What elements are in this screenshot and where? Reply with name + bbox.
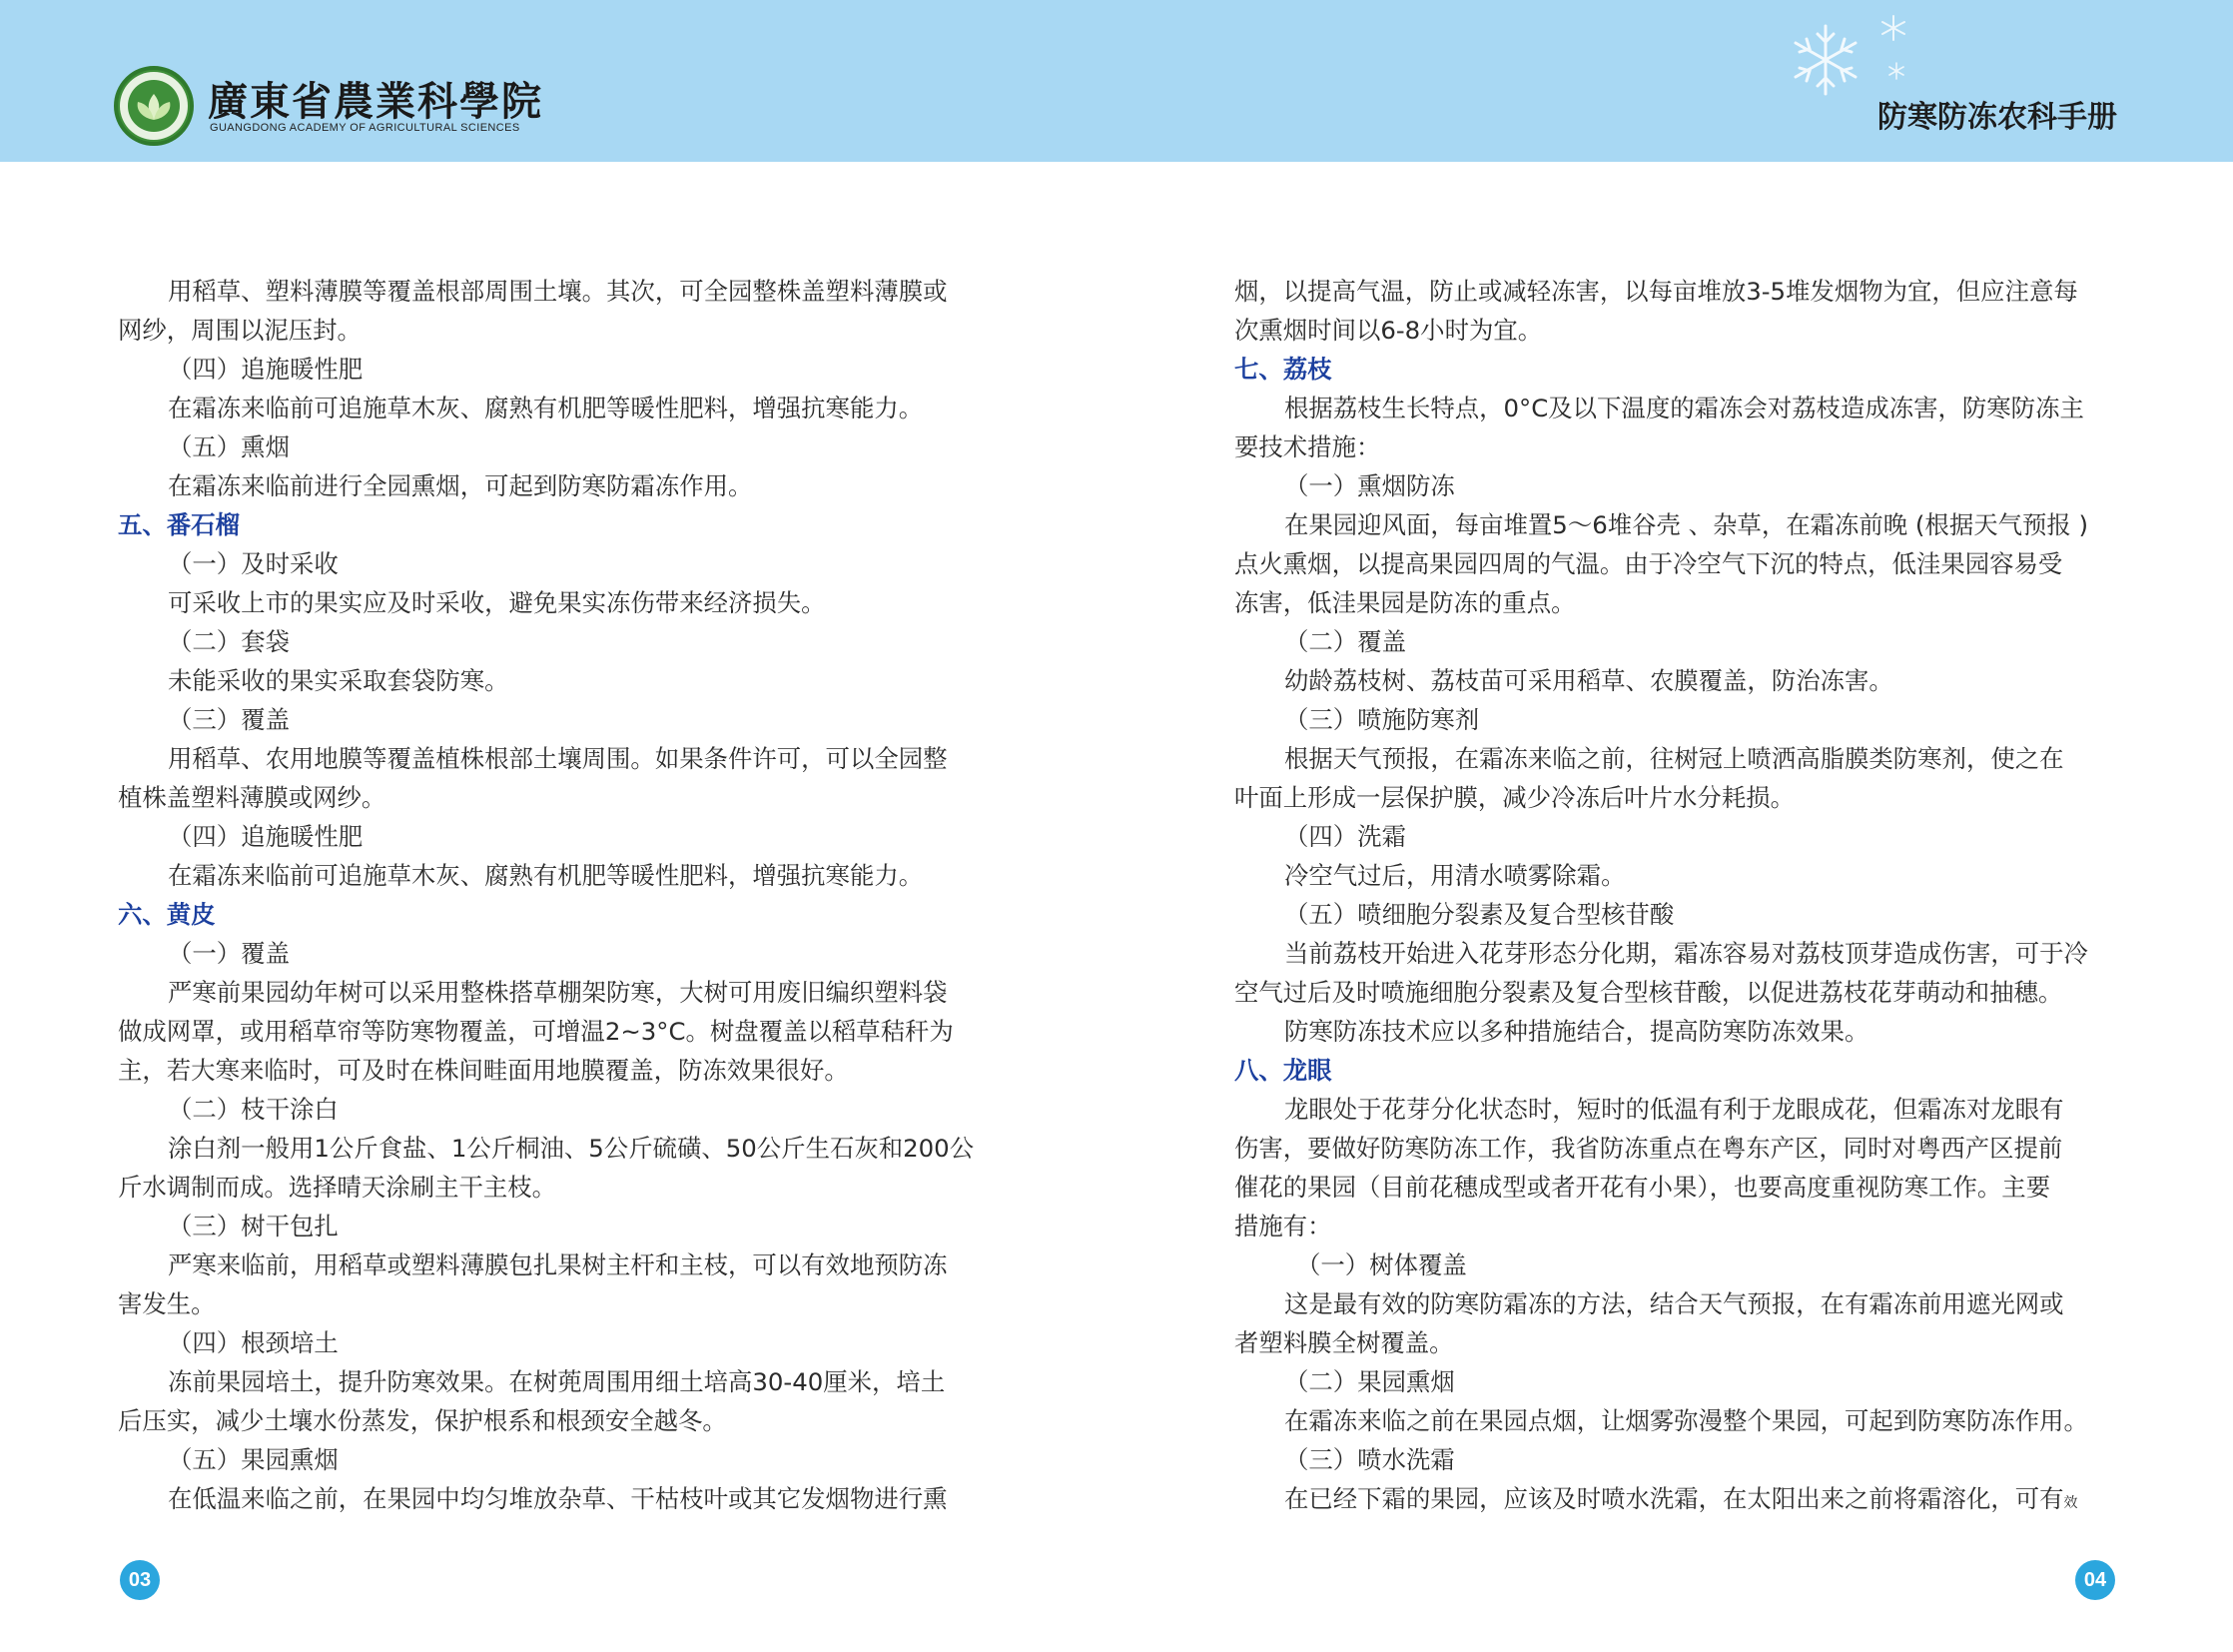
- body-line: 幼龄荔枝树、荔枝苗可采用稻草、农膜覆盖，防治冻害。: [1284, 666, 1893, 695]
- subheading: （五）果园熏烟: [168, 1445, 339, 1474]
- body-line: 当前荔枝开始进入花芽形态分化期，霜冻容易对荔枝顶芽造成伤害，可于冷: [1284, 939, 2088, 968]
- body-line: 严寒前果园幼年树可以采用整株搭草棚架防寒，大树可用废旧编织塑料袋: [168, 978, 948, 1007]
- body-line: 主，若大寒来临时，可及时在株间畦面用地膜覆盖，防冻效果很好。: [118, 1056, 849, 1085]
- body-line: 叶面上形成一层保护膜，减少冷冻后叶片水分耗损。: [1234, 783, 1795, 812]
- body-line: 害发生。: [118, 1289, 216, 1318]
- section-heading-longan: 八、龙眼: [1234, 1056, 1332, 1085]
- subheading: （三）树干包扎: [168, 1212, 339, 1240]
- body-line: 植株盖塑料薄膜或网纱。: [118, 783, 386, 812]
- subheading: （二）套袋: [168, 627, 290, 656]
- body-line: 斤水调制而成。选择晴天涂刷主干主枝。: [118, 1173, 557, 1202]
- body-line: 在低温来临之前，在果园中均匀堆放杂草、干枯枝叶或其它发烟物进行熏: [168, 1484, 948, 1513]
- academy-logo-icon: [114, 66, 194, 146]
- body-line: 这是最有效的防寒防霜冻的方法，结合天气预报，在有霜冻前用遮光网或: [1284, 1289, 2064, 1318]
- subheading: （三）喷施防寒剂: [1284, 705, 1480, 734]
- left-page-body: [118, 272, 1001, 1518]
- body-line: 伤害，要做好防寒防冻工作，我省防冻重点在粤东产区，同时对粤西产区提前: [1234, 1134, 2063, 1163]
- body-line-last: [1234, 1479, 2117, 1518]
- small-snowflake-icon: [1879, 14, 1907, 42]
- subheading: （四）追施暖性肥: [168, 355, 364, 384]
- subheading: （二）果园熏烟: [1284, 1367, 1455, 1396]
- body-line: 措施有：: [1234, 1212, 1332, 1240]
- body-line: 龙眼处于花芽分化状态时，短时的低温有利于龙眼成花，但霜冻对龙眼有: [1284, 1095, 2064, 1124]
- page-header: [0, 0, 2233, 162]
- subheading: （一）覆盖: [168, 939, 290, 968]
- body-line: 点火熏烟，以提高果园四周的气温。由于冷空气下沉的特点，低洼果园容易受: [1234, 549, 2063, 578]
- page-number-right: 04: [2075, 1560, 2115, 1600]
- body-line: 用稻草、塑料薄膜等覆盖根部周围土壤。其次，可全园整株盖塑料薄膜或: [168, 277, 948, 306]
- subheading: （三）覆盖: [168, 705, 290, 734]
- organization-name-chinese: 廣東省農業科學院: [208, 78, 543, 125]
- tiny-snowflake-icon: [1887, 62, 1905, 80]
- section-heading-lychee: 七、荔枝: [1234, 355, 1332, 384]
- body-line: 冻前果园培土，提升防寒效果。在树蔸周围用细土培高30-40厘米，培土: [168, 1367, 946, 1396]
- body-line: 在霜冻来临前可追施草木灰、腐熟有机肥等暖性肥料，增强抗寒能力。: [168, 394, 924, 422]
- snowflake-icon: [1788, 22, 1863, 98]
- page-number-left: 03: [120, 1560, 160, 1600]
- body-line: 空气过后及时喷施细胞分裂素及复合型核苷酸，以促进荔枝花芽萌动和抽穗。: [1234, 978, 2063, 1007]
- body-line: 网纱，周围以泥压封。: [118, 316, 362, 345]
- body-line: 在霜冻来临之前在果园点烟，让烟雾弥漫整个果园，可起到防寒防冻作用。: [1284, 1406, 2088, 1435]
- body-line: 严寒来临前，用稻草或塑料薄膜包扎果树主杆和主枝，可以有效地预防冻: [168, 1250, 948, 1279]
- body-line: 烟，以提高气温，防止或减轻冻害，以每亩堆放3-5堆发烟物为宜，但应注意每: [1234, 277, 2078, 306]
- body-line: 在霜冻来临前可追施草木灰、腐熟有机肥等暖性肥料，增强抗寒能力。: [168, 861, 924, 890]
- body-line: 冷空气过后，用清水喷雾除霜。: [1284, 861, 1626, 890]
- body-line: 可采收上市的果实应及时采收，避免果实冻伤带来经济损失。: [168, 588, 826, 617]
- body-line: 做成网罩，或用稻草帘等防寒物覆盖，可增温2~3°C。树盘覆盖以稻草秸秆为: [118, 1017, 954, 1046]
- subheading: （五）喷细胞分裂素及复合型核苷酸: [1284, 900, 1675, 929]
- body-line: 防寒防冻技术应以多种措施结合，提高防寒防冻效果。: [1284, 1017, 1869, 1046]
- body-line: 根据荔枝生长特点，0°C及以下温度的霜冻会对荔枝造成冻害，防寒防冻主: [1284, 394, 2084, 422]
- subheading: （三）喷水洗霜: [1284, 1445, 1455, 1474]
- body-line: 未能采收的果实采取套袋防寒。: [168, 666, 509, 695]
- body-line: 涂白剂一般用1公斤食盐、1公斤桐油、5公斤硫磺、50公斤生石灰和200公: [168, 1134, 975, 1163]
- body-line: 用稻草、农用地膜等覆盖植株根部土壤周围。如果条件许可，可以全园整: [168, 744, 948, 773]
- body-line: 者塑料膜全树覆盖。: [1234, 1328, 1454, 1357]
- organization-name-english: GUANGDONG ACADEMY OF AGRICULTURAL SCIENCES: [210, 122, 520, 134]
- section-heading-guava: 五、番石榴: [118, 510, 240, 539]
- subheading: （一）树体覆盖: [1296, 1250, 1467, 1279]
- subheading: （一）熏烟防冻: [1284, 471, 1455, 500]
- body-line: 催花的果园（目前花穗成型或者开花有小果），也要高度重视防寒工作。主要: [1234, 1173, 2051, 1202]
- section-heading-wampee: 六、黄皮: [118, 900, 216, 929]
- subheading: （五）熏烟: [168, 432, 290, 461]
- body-line: 冻害，低洼果园是防冻的重点。: [1234, 588, 1576, 617]
- body-line: 根据天气预报，在霜冻来临之前，往树冠上喷洒高脂膜类防寒剂，使之在: [1284, 744, 2064, 773]
- subheading: （四）根颈培土: [168, 1328, 339, 1357]
- right-page-body: [1234, 272, 2117, 1518]
- body-line-text: 在已经下霜的果园，应该及时喷水洗霜，在太阳出来之前将霜溶化，可有: [1284, 1484, 2064, 1513]
- subheading: （二）枝干涂白: [168, 1095, 339, 1124]
- body-line: 后压实，减少土壤水份蒸发，保护根系和根颈安全越冬。: [118, 1406, 727, 1435]
- subheading: （二）覆盖: [1284, 627, 1406, 656]
- subheading: （四）追施暖性肥: [168, 822, 364, 851]
- body-line: 次熏烟时间以6-8小时为宜。: [1234, 316, 1543, 345]
- body-line: 在果园迎风面，每亩堆置5～6堆谷壳 、杂草，在霜冻前晚 (根据天气预报 ): [1284, 510, 2089, 539]
- body-line: 在霜冻来临前进行全园熏烟，可起到防寒防霜冻作用。: [168, 471, 753, 500]
- body-line: 要技术措施：: [1234, 432, 1381, 461]
- subheading: （一）及时采收: [168, 549, 339, 578]
- subheading: （四）洗霜: [1284, 822, 1406, 851]
- truncated-character: 效: [2063, 1495, 2078, 1511]
- book-title: 防寒防冻农科手册: [1877, 100, 2117, 135]
